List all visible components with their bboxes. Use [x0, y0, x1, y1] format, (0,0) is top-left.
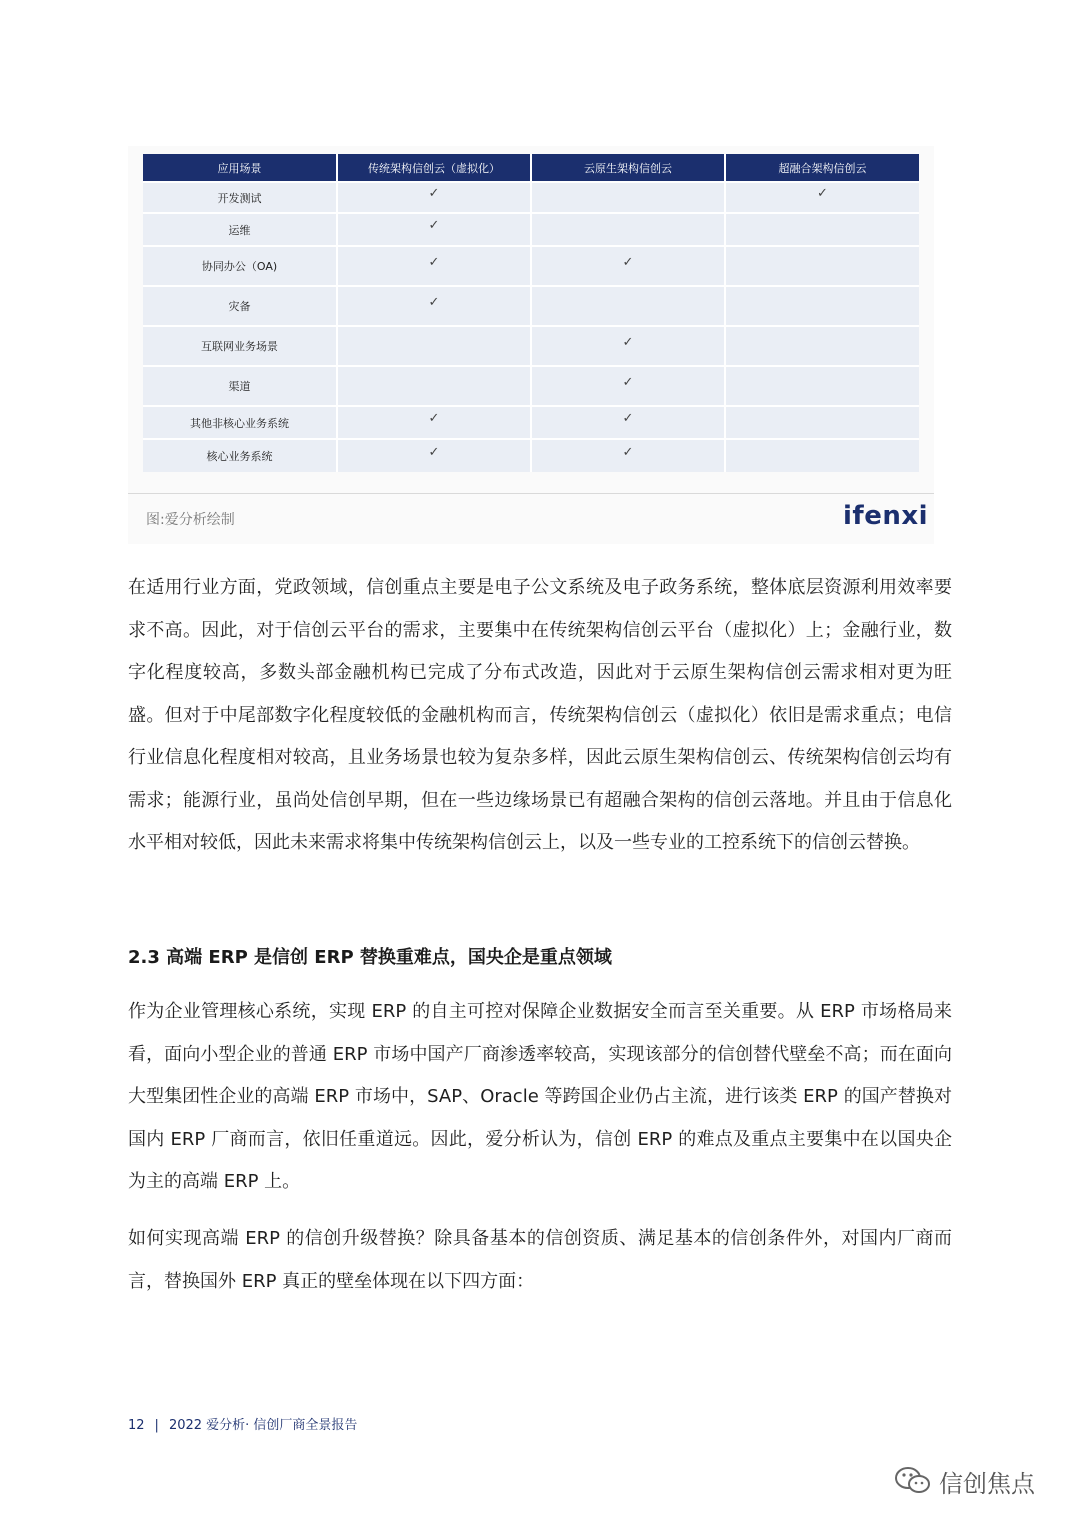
paragraph-how: 如何实现高端 ERP 的信创升级替换？除具备基本的信创资质、满足基本的信创条件外，对国内厂商而言，替换国外 ERP 真正的壁垒体现在以下四方面：	[128, 1228, 952, 1292]
check-cell	[531, 439, 725, 472]
check-icon: ✓	[428, 254, 440, 270]
check-cell	[725, 286, 919, 326]
table-row	[143, 182, 919, 213]
table-row	[143, 213, 919, 246]
table-row	[143, 439, 919, 472]
check-cell	[337, 439, 531, 472]
check-icon: ✓	[428, 411, 440, 426]
section-heading: 2.3 高端 ERP 是信创 ERP 替换重难点，国央企是重点领域	[128, 947, 612, 968]
table-row	[143, 246, 919, 286]
table-header-cell: 超融合架构信创云	[725, 154, 919, 182]
table-row	[143, 326, 919, 366]
figure-caption: 图:爱分析绘制	[146, 512, 235, 528]
table-header-cell: 云原生架构信创云	[531, 154, 725, 182]
check-icon: ✓	[622, 444, 634, 460]
report-title: 2022 爱分析· 信创厂商全景报告	[168, 1418, 358, 1433]
check-icon: ✓	[622, 374, 634, 390]
table-header-cell: 应用场景	[143, 154, 337, 182]
table-header-row	[143, 154, 919, 182]
check-cell	[337, 366, 531, 406]
check-icon: ✓	[428, 186, 440, 201]
caption-divider	[128, 493, 934, 494]
check-cell	[531, 406, 725, 439]
check-icon: ✓	[622, 254, 634, 270]
watermark-text: 信创焦点	[939, 1469, 1035, 1498]
check-cell	[725, 326, 919, 366]
check-cell	[531, 326, 725, 366]
table-header-cell: 传统架构信创云（虚拟化）	[337, 154, 531, 182]
check-cell	[337, 286, 531, 326]
table-row	[143, 406, 919, 439]
wechat-icon	[893, 1465, 933, 1497]
check-icon: ✓	[428, 294, 440, 310]
page-number: 12	[128, 1418, 145, 1433]
check-cell	[337, 326, 531, 366]
check-cell	[725, 213, 919, 246]
check-cell	[337, 182, 531, 213]
check-cell	[725, 366, 919, 406]
check-cell	[531, 213, 725, 246]
scenario-cell: 其他非核心业务系统	[143, 406, 337, 439]
scenario-cell: 互联网业务场景	[143, 326, 337, 366]
scenario-cell: 运维	[143, 213, 337, 246]
footer-separator: |	[154, 1418, 159, 1433]
scenario-cell: 协同办公（OA)	[143, 246, 337, 286]
scenario-cell: 开发测试	[143, 182, 337, 213]
check-cell	[337, 406, 531, 439]
check-icon: ✓	[428, 218, 440, 233]
ifenxi-logo: ifenxi	[843, 501, 929, 531]
scenario-table	[143, 154, 919, 472]
paragraph-erp: 作为企业管理核心系统，实现 ERP 的自主可控对保障企业数据安全而言至关重要。从 ERP 市场格局来看，面向小型企业的普通 ERP 市场中国产厂商渗透率较高，实现该部分的信创替代壁垒不高；而在面向大型集团性企业的高端 ERP 市场中，SAP、Oracle 等跨国企业仍占主流，进行该类 ERP 的国产替换对国内 ERP 厂商而言，依旧任重道远。因此，爱分析认为，信创 ERP 的难点及重点主要集中在以国央企为主的高端 ERP 上。	[128, 1001, 952, 1192]
scenario-cell: 渠道	[143, 366, 337, 406]
table-row	[143, 366, 919, 406]
check-cell	[337, 246, 531, 286]
scenario-cell: 灾备	[143, 286, 337, 326]
check-cell	[725, 439, 919, 472]
check-cell	[725, 182, 919, 213]
check-cell	[725, 246, 919, 286]
check-cell	[531, 182, 725, 213]
check-cell	[531, 366, 725, 406]
check-icon: ✓	[428, 444, 440, 460]
paragraph-industry: 在适用行业方面，党政领域，信创重点主要是电子公文系统及电子政务系统，整体底层资源利用效率要求不高。因此，对于信创云平台的需求，主要集中在传统架构信创云平台（虚拟化）上；金融行业，数字化程度较高，多数头部金融机构已完成了分布式改造，因此对于云原生架构信创云需求相对更为旺盛。但对于中尾部数字化程度较低的金融机构而言，传统架构信创云（虚拟化）依旧是需求重点；电信行业信息化程度相对较高，且业务场景也较为复杂多样，因此云原生架构信创云、传统架构信创云均有需求；能源行业，虽尚处信创早期，但在一些边缘场景已有超融合架构的信创云落地。并且由于信息化水平相对较低，因此未来需求将集中传统架构信创云上，以及一些专业的工控系统下的信创云替换。	[128, 577, 952, 853]
scenario-cell: 核心业务系统	[143, 439, 337, 472]
check-icon: ✓	[817, 186, 828, 201]
check-icon: ✓	[622, 334, 634, 350]
watermark	[893, 1463, 1035, 1499]
check-cell	[531, 246, 725, 286]
table-row	[143, 286, 919, 326]
check-cell	[531, 286, 725, 326]
page-footer	[128, 1414, 357, 1433]
check-cell	[725, 406, 919, 439]
check-cell	[337, 213, 531, 246]
check-icon: ✓	[622, 411, 634, 426]
